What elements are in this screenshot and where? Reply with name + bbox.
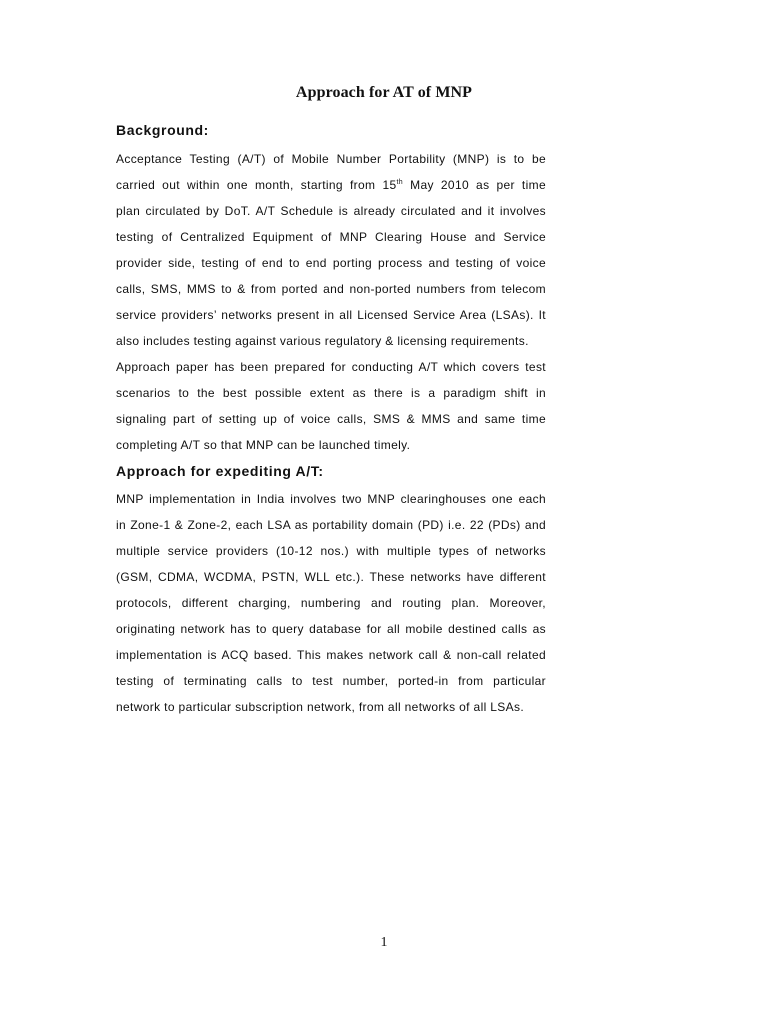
text-line: plan circulated by DoT. A/T Schedule is already circulated and it involves [116, 204, 546, 218]
text-line-with-date [116, 172, 546, 198]
text-line: MNP implementation in India involves two MNP clearinghouses one each [116, 492, 546, 506]
document-title: Approach for AT of MNP [295, 84, 473, 101]
superscript-th: th [396, 179, 404, 186]
text-line: Acceptance Testing (A/T) of Mobile Number Portability (MNP) is to be [116, 152, 546, 166]
text-line: signaling part of setting up of voice calls, SMS & MMS and same time [116, 412, 546, 426]
section-heading-approach: Approach for expediting A/T: [116, 463, 324, 479]
text-fragment: carried out within one month, starting from 15 [116, 178, 397, 192]
text-line: protocols, different charging, numbering and routing plan. Moreover, [116, 596, 546, 610]
section-heading-background: Background: [116, 122, 209, 138]
text-line: testing of Centralized Equipment of MNP Clearing House and Service [116, 230, 546, 244]
text-line: in Zone-1 & Zone-2, each LSA as portability domain (PD) i.e. 22 (PDs) and [116, 518, 546, 532]
page-number: 1 [380, 935, 388, 950]
text-fragment: May 2010 as per time [403, 178, 547, 192]
text-line: calls, SMS, MMS to & from ported and non-ported numbers from telecom [116, 282, 546, 296]
text-line: multiple service providers (10-12 nos.) with multiple types of networks [116, 544, 546, 558]
paragraph-background-1 [116, 146, 546, 354]
text-line: originating network has to query database for all mobile destined calls as [116, 622, 546, 636]
text-line: also includes testing against various regulatory & licensing requirements. [116, 334, 529, 348]
text-line: service providers’ networks present in all Licensed Service Area (LSAs). It [116, 308, 546, 322]
paragraph-approach-1 [116, 486, 546, 720]
text-line: (GSM, CDMA, WCDMA, PSTN, WLL etc.). These networks have different [116, 570, 546, 584]
paragraph-background-2 [116, 354, 546, 458]
text-line: testing of terminating calls to test number, ported-in from particular [116, 674, 546, 688]
text-line: Approach paper has been prepared for conducting A/T which covers test [116, 360, 546, 374]
text-line: completing A/T so that MNP can be launched timely. [116, 438, 411, 452]
text-line: network to particular subscription network, from all networks of all LSAs. [116, 700, 525, 714]
text-line: implementation is ACQ based. This makes network call & non-call related [116, 648, 546, 662]
text-line: scenarios to the best possible extent as there is a paradigm shift in [116, 386, 546, 400]
text-line: provider side, testing of end to end porting process and testing of voice [116, 256, 546, 270]
